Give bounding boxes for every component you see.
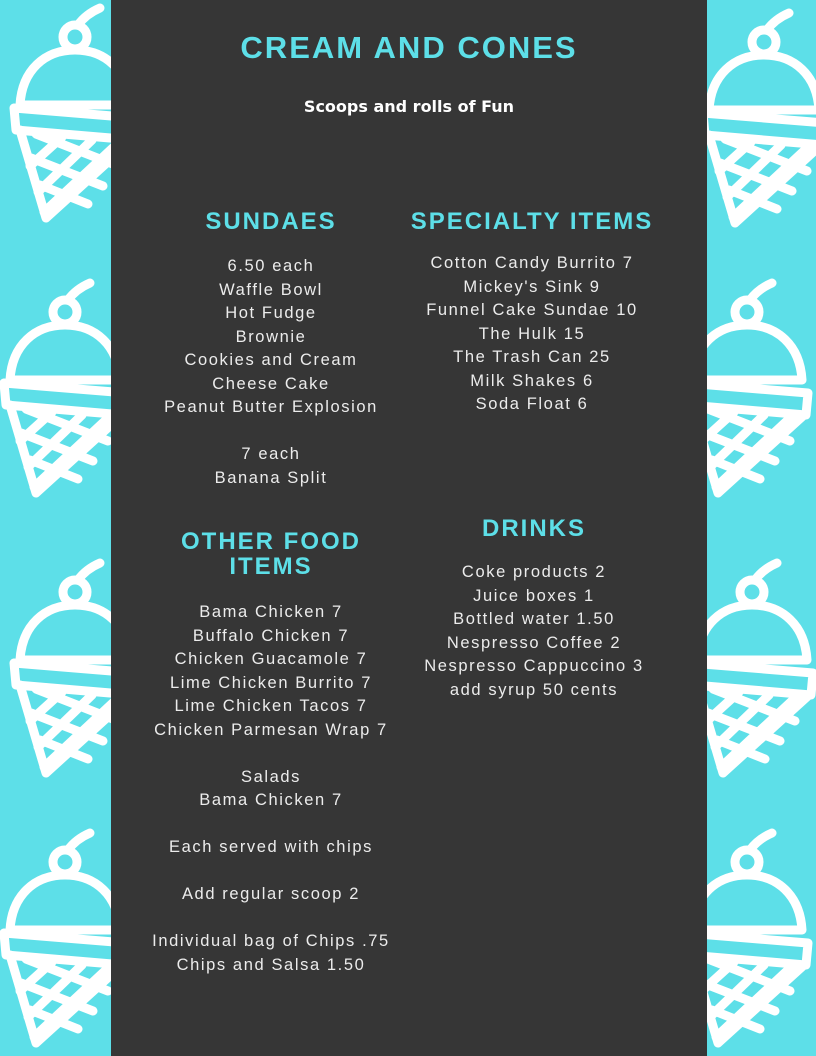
- menu-item: Soda Float 6: [475, 395, 589, 413]
- menu-item: 6.50 each: [227, 257, 315, 275]
- sundaes-section: [138, 209, 404, 490]
- other-food-section: [138, 529, 404, 977]
- menu-item: Peanut Butter Explosion: [164, 398, 378, 416]
- drinks-section: [402, 516, 666, 702]
- menu-item: Juice boxes 1: [473, 586, 595, 605]
- menu-item: Salads: [240, 767, 302, 786]
- sundaes-heading: SUNDAES: [205, 208, 337, 235]
- menu-item: Funnel Cake Sundae 10: [426, 301, 638, 319]
- menu-item: The Hulk 15: [478, 324, 586, 343]
- menu-item: The Trash Can 25: [453, 348, 611, 366]
- left-decoration: [0, 0, 111, 1056]
- menu-item: Cotton Candy Burrito 7: [430, 254, 634, 272]
- menu-item: Each served with chips: [169, 838, 373, 856]
- ice-cream-cone-icon: [0, 275, 111, 505]
- menu-item: Lime Chicken Tacos 7: [174, 697, 368, 715]
- menu-item: Buffalo Chicken 7: [192, 626, 350, 645]
- menu-spacer: [138, 813, 404, 837]
- menu-item: Cookies and Cream: [184, 351, 358, 369]
- menu-spacer: [138, 742, 404, 766]
- menu-item: Brownie: [235, 327, 307, 346]
- ice-cream-cone-icon: [707, 825, 816, 1055]
- menu-item: Cheese Cake: [212, 374, 330, 393]
- menu-item: Bottled water 1.50: [453, 610, 615, 628]
- menu-item: Chicken Guacamole 7: [174, 650, 368, 668]
- menu-panel: [111, 0, 707, 1056]
- menu-item: Banana Split: [214, 468, 328, 487]
- menu-item: Mickey's Sink 9: [463, 277, 601, 296]
- menu-item: Chips and Salsa 1.50: [176, 955, 366, 974]
- menu-item: 7 each: [241, 445, 301, 463]
- drinks-heading: DRINKS: [481, 515, 586, 542]
- ice-cream-cone-icon: [0, 0, 111, 230]
- menu-item: Waffle Bowl: [219, 280, 323, 299]
- menu-item: Nespresso Cappuccino 3: [424, 657, 644, 675]
- specialty-heading: SPECIALTY ITEMS: [410, 208, 654, 235]
- menu-item: Bama Chicken 7: [199, 791, 343, 809]
- menu-item: Hot Fudge: [225, 304, 317, 322]
- ice-cream-cone-icon: [707, 5, 816, 235]
- right-decoration: [707, 0, 816, 1056]
- menu-subtitle: Scoops and rolls of Fun: [303, 97, 515, 116]
- menu-item: Add regular scoop 2: [181, 885, 361, 903]
- menu-item: Lime Chicken Burrito 7: [169, 673, 373, 692]
- ice-cream-cone-icon: [707, 275, 816, 505]
- menu-item: Milk Shakes 6: [470, 371, 594, 390]
- menu-item: Bama Chicken 7: [199, 603, 343, 621]
- menu-spacer: [138, 420, 404, 444]
- menu-item: add syrup 50 cents: [449, 680, 619, 699]
- menu-item: Individual bag of Chips .75: [152, 932, 390, 950]
- menu-spacer: [138, 860, 404, 884]
- other-food-heading: OTHER FOOD ITEMS: [181, 528, 361, 580]
- menu-spacer: [138, 907, 404, 931]
- ice-cream-cone-icon: [707, 555, 816, 785]
- ice-cream-cone-icon: [0, 825, 111, 1055]
- menu-title: CREAM AND CONES: [240, 30, 578, 65]
- menu-item: Coke products 2: [461, 563, 607, 581]
- menu-item: Chicken Parmesan Wrap 7: [154, 720, 388, 739]
- specialty-section: [402, 209, 662, 417]
- ice-cream-cone-icon: [0, 555, 111, 785]
- menu-item: Nespresso Coffee 2: [446, 633, 622, 652]
